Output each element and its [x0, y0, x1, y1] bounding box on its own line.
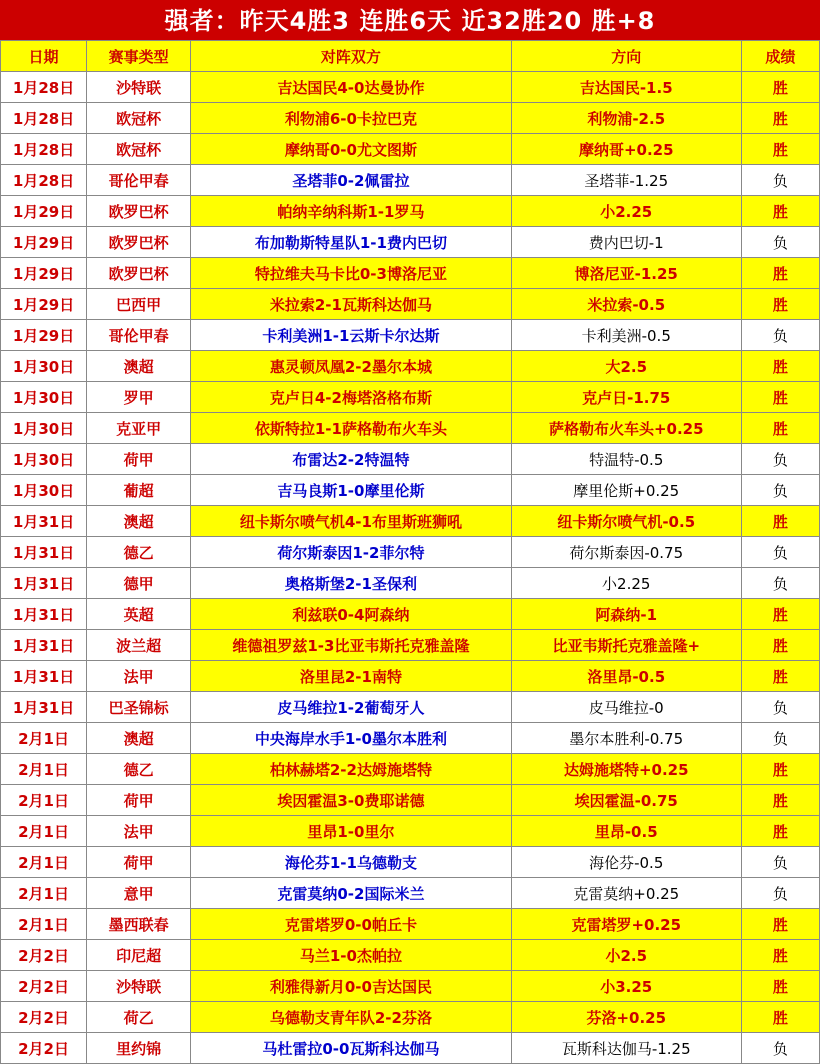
cell-league: 葡超 — [87, 475, 191, 506]
table-row — [1, 568, 820, 599]
table-row — [1, 103, 820, 134]
cell-pick: 克雷塔罗+0.25 — [511, 909, 741, 940]
cell-pick: 小2.5 — [511, 940, 741, 971]
table-row — [1, 940, 820, 971]
table-row — [1, 351, 820, 382]
column-header-match: 对阵双方 — [191, 41, 511, 72]
cell-league: 欧冠杯 — [87, 103, 191, 134]
cell-league: 哥伦甲春 — [87, 165, 191, 196]
cell-league: 荷甲 — [87, 785, 191, 816]
cell-date: 2月2日 — [1, 1002, 87, 1033]
cell-pick: 克雷莫纳+0.25 — [511, 878, 741, 909]
cell-date: 1月29日 — [1, 196, 87, 227]
cell-result: 胜 — [741, 909, 819, 940]
cell-league: 罗甲 — [87, 382, 191, 413]
header-row — [1, 41, 820, 72]
cell-result: 胜 — [741, 785, 819, 816]
cell-pick: 卡利美洲-0.5 — [511, 320, 741, 351]
cell-result: 胜 — [741, 134, 819, 165]
cell-date: 1月29日 — [1, 289, 87, 320]
cell-pick: 吉达国民-1.5 — [511, 72, 741, 103]
cell-match: 里昂1-0里尔 — [191, 816, 511, 847]
cell-pick: 比亚韦斯托克雅盖隆+ — [511, 630, 741, 661]
cell-league: 巴圣锦标 — [87, 692, 191, 723]
cell-league: 沙特联 — [87, 971, 191, 1002]
table-row — [1, 785, 820, 816]
cell-result: 胜 — [741, 1002, 819, 1033]
cell-match: 纽卡斯尔喷气机4-1布里斯班狮吼 — [191, 506, 511, 537]
cell-date: 1月30日 — [1, 475, 87, 506]
column-header-league: 赛事类型 — [87, 41, 191, 72]
cell-match: 柏林赫塔2-2达姆施塔特 — [191, 754, 511, 785]
cell-date: 1月28日 — [1, 165, 87, 196]
cell-result: 负 — [741, 537, 819, 568]
cell-match: 洛里昆2-1南特 — [191, 661, 511, 692]
cell-league: 哥伦甲春 — [87, 320, 191, 351]
cell-match: 布雷达2-2特温特 — [191, 444, 511, 475]
cell-date: 1月31日 — [1, 692, 87, 723]
cell-date: 1月29日 — [1, 320, 87, 351]
cell-date: 1月30日 — [1, 382, 87, 413]
cell-date: 2月1日 — [1, 785, 87, 816]
cell-pick: 里昂-0.5 — [511, 816, 741, 847]
table-body — [1, 72, 820, 1064]
cell-league: 英超 — [87, 599, 191, 630]
cell-result: 胜 — [741, 413, 819, 444]
table-row — [1, 1002, 820, 1033]
cell-pick: 埃因霍温-0.75 — [511, 785, 741, 816]
cell-result: 胜 — [741, 196, 819, 227]
cell-date: 1月30日 — [1, 351, 87, 382]
cell-league: 荷乙 — [87, 1002, 191, 1033]
table-row — [1, 444, 820, 475]
cell-result: 负 — [741, 444, 819, 475]
table-row — [1, 816, 820, 847]
column-header-date: 日期 — [1, 41, 87, 72]
cell-pick: 米拉索-0.5 — [511, 289, 741, 320]
cell-pick: 皮马维拉-0 — [511, 692, 741, 723]
cell-league: 澳超 — [87, 351, 191, 382]
cell-result: 负 — [741, 320, 819, 351]
cell-league: 墨西联春 — [87, 909, 191, 940]
cell-match: 吉马良斯1-0摩里伦斯 — [191, 475, 511, 506]
table-row — [1, 320, 820, 351]
column-header-pick: 方向 — [511, 41, 741, 72]
cell-match: 荷尔斯泰因1-2菲尔特 — [191, 537, 511, 568]
cell-league: 巴西甲 — [87, 289, 191, 320]
table-row — [1, 661, 820, 692]
table-row — [1, 692, 820, 723]
table-row — [1, 537, 820, 568]
cell-pick: 瓦斯科达伽马-1.25 — [511, 1033, 741, 1064]
cell-date: 2月1日 — [1, 816, 87, 847]
cell-pick: 墨尔本胜利-0.75 — [511, 723, 741, 754]
cell-pick: 小2.25 — [511, 568, 741, 599]
cell-match: 布加勒斯特星队1-1费内巴切 — [191, 227, 511, 258]
cell-match: 利物浦6-0卡拉巴克 — [191, 103, 511, 134]
cell-league: 沙特联 — [87, 72, 191, 103]
cell-result: 负 — [741, 847, 819, 878]
cell-league: 欧罗巴杯 — [87, 196, 191, 227]
cell-result: 胜 — [741, 661, 819, 692]
cell-match: 克雷塔罗0-0帕丘卡 — [191, 909, 511, 940]
table-header — [1, 41, 820, 72]
table-row — [1, 630, 820, 661]
table-row — [1, 72, 820, 103]
cell-match: 马兰1-0杰帕拉 — [191, 940, 511, 971]
cell-league: 欧冠杯 — [87, 134, 191, 165]
cell-result: 胜 — [741, 289, 819, 320]
cell-date: 2月2日 — [1, 1033, 87, 1064]
cell-date: 1月31日 — [1, 630, 87, 661]
cell-result: 负 — [741, 692, 819, 723]
cell-date: 2月1日 — [1, 723, 87, 754]
cell-pick: 荷尔斯泰因-0.75 — [511, 537, 741, 568]
cell-pick: 小3.25 — [511, 971, 741, 1002]
cell-result: 负 — [741, 878, 819, 909]
cell-result: 胜 — [741, 382, 819, 413]
cell-pick: 纽卡斯尔喷气机-0.5 — [511, 506, 741, 537]
table-row — [1, 413, 820, 444]
cell-date: 1月29日 — [1, 258, 87, 289]
cell-match: 摩纳哥0-0尤文图斯 — [191, 134, 511, 165]
table-row — [1, 475, 820, 506]
table-row — [1, 289, 820, 320]
cell-result: 负 — [741, 1033, 819, 1064]
cell-pick: 萨格勒布火车头+0.25 — [511, 413, 741, 444]
cell-league: 德乙 — [87, 537, 191, 568]
cell-date: 1月28日 — [1, 103, 87, 134]
cell-match: 特拉维夫马卡比0-3博洛尼亚 — [191, 258, 511, 289]
cell-match: 乌德勒支青年队2-2芬洛 — [191, 1002, 511, 1033]
cell-result: 胜 — [741, 816, 819, 847]
cell-result: 胜 — [741, 103, 819, 134]
cell-pick: 洛里昂-0.5 — [511, 661, 741, 692]
cell-league: 里约锦 — [87, 1033, 191, 1064]
cell-league: 法甲 — [87, 816, 191, 847]
cell-date: 2月1日 — [1, 909, 87, 940]
cell-result: 胜 — [741, 630, 819, 661]
cell-date: 1月31日 — [1, 661, 87, 692]
cell-result: 胜 — [741, 754, 819, 785]
cell-pick: 克卢日-1.75 — [511, 382, 741, 413]
cell-date: 2月1日 — [1, 754, 87, 785]
cell-date: 1月28日 — [1, 72, 87, 103]
cell-date: 1月30日 — [1, 444, 87, 475]
cell-league: 欧罗巴杯 — [87, 258, 191, 289]
table-row — [1, 754, 820, 785]
cell-pick: 阿森纳-1 — [511, 599, 741, 630]
cell-pick: 博洛尼亚-1.25 — [511, 258, 741, 289]
cell-league: 澳超 — [87, 723, 191, 754]
cell-pick: 芬洛+0.25 — [511, 1002, 741, 1033]
cell-league: 克亚甲 — [87, 413, 191, 444]
cell-match: 帕纳辛纳科斯1-1罗马 — [191, 196, 511, 227]
page-title: 强者：昨天4胜3 连胜6天 近32胜20 胜+8 — [0, 0, 820, 40]
cell-league: 欧罗巴杯 — [87, 227, 191, 258]
cell-result: 负 — [741, 165, 819, 196]
cell-date: 1月31日 — [1, 506, 87, 537]
cell-result: 负 — [741, 723, 819, 754]
cell-match: 中央海岸水手1-0墨尔本胜利 — [191, 723, 511, 754]
cell-league: 波兰超 — [87, 630, 191, 661]
cell-match: 皮马维拉1-2葡萄牙人 — [191, 692, 511, 723]
cell-result: 胜 — [741, 351, 819, 382]
cell-league: 德乙 — [87, 754, 191, 785]
cell-match: 圣塔菲0-2佩雷拉 — [191, 165, 511, 196]
cell-pick: 摩里伦斯+0.25 — [511, 475, 741, 506]
cell-pick: 摩纳哥+0.25 — [511, 134, 741, 165]
cell-date: 1月31日 — [1, 599, 87, 630]
cell-league: 荷甲 — [87, 444, 191, 475]
cell-match: 利雅得新月0-0吉达国民 — [191, 971, 511, 1002]
cell-pick: 利物浦-2.5 — [511, 103, 741, 134]
table-row — [1, 506, 820, 537]
cell-pick: 特温特-0.5 — [511, 444, 741, 475]
cell-league: 印尼超 — [87, 940, 191, 971]
cell-league: 意甲 — [87, 878, 191, 909]
cell-result: 负 — [741, 568, 819, 599]
cell-match: 海伦芬1-1乌德勒支 — [191, 847, 511, 878]
cell-pick: 海伦芬-0.5 — [511, 847, 741, 878]
cell-result: 负 — [741, 475, 819, 506]
cell-date: 1月31日 — [1, 537, 87, 568]
table-row — [1, 196, 820, 227]
cell-result: 胜 — [741, 599, 819, 630]
cell-match: 奥格斯堡2-1圣保利 — [191, 568, 511, 599]
cell-match: 卡利美洲1-1云斯卡尔达斯 — [191, 320, 511, 351]
table-row — [1, 258, 820, 289]
cell-match: 依斯特拉1-1萨格勒布火车头 — [191, 413, 511, 444]
cell-match: 埃因霍温3-0费耶诺德 — [191, 785, 511, 816]
cell-result: 胜 — [741, 72, 819, 103]
cell-result: 胜 — [741, 258, 819, 289]
cell-date: 2月2日 — [1, 971, 87, 1002]
table-row — [1, 227, 820, 258]
results-table — [0, 40, 820, 1064]
cell-result: 负 — [741, 227, 819, 258]
cell-league: 荷甲 — [87, 847, 191, 878]
cell-match: 克卢日4-2梅塔洛格布斯 — [191, 382, 511, 413]
table-row — [1, 909, 820, 940]
cell-match: 吉达国民4-0达曼协作 — [191, 72, 511, 103]
cell-result: 胜 — [741, 506, 819, 537]
table-row — [1, 723, 820, 754]
table-row — [1, 382, 820, 413]
cell-pick: 费内巴切-1 — [511, 227, 741, 258]
cell-result: 胜 — [741, 940, 819, 971]
cell-date: 1月29日 — [1, 227, 87, 258]
cell-match: 惠灵顿凤凰2-2墨尔本城 — [191, 351, 511, 382]
cell-match: 利兹联0-4阿森纳 — [191, 599, 511, 630]
cell-pick: 大2.5 — [511, 351, 741, 382]
cell-match: 克雷莫纳0-2国际米兰 — [191, 878, 511, 909]
cell-date: 2月1日 — [1, 878, 87, 909]
cell-date: 2月2日 — [1, 940, 87, 971]
table-row — [1, 971, 820, 1002]
cell-match: 米拉索2-1瓦斯科达伽马 — [191, 289, 511, 320]
table-row — [1, 847, 820, 878]
table-row — [1, 1033, 820, 1064]
cell-date: 1月28日 — [1, 134, 87, 165]
cell-league: 法甲 — [87, 661, 191, 692]
table-row — [1, 878, 820, 909]
cell-result: 胜 — [741, 971, 819, 1002]
table-row — [1, 134, 820, 165]
cell-date: 1月30日 — [1, 413, 87, 444]
cell-date: 1月31日 — [1, 568, 87, 599]
cell-pick: 达姆施塔特+0.25 — [511, 754, 741, 785]
cell-match: 马杜雷拉0-0瓦斯科达伽马 — [191, 1033, 511, 1064]
cell-pick: 小2.25 — [511, 196, 741, 227]
cell-date: 2月1日 — [1, 847, 87, 878]
cell-pick: 圣塔菲-1.25 — [511, 165, 741, 196]
table-row — [1, 599, 820, 630]
column-header-result: 成绩 — [741, 41, 819, 72]
cell-match: 维德祖罗兹1-3比亚韦斯托克雅盖隆 — [191, 630, 511, 661]
cell-league: 澳超 — [87, 506, 191, 537]
cell-league: 德甲 — [87, 568, 191, 599]
table-row — [1, 165, 820, 196]
